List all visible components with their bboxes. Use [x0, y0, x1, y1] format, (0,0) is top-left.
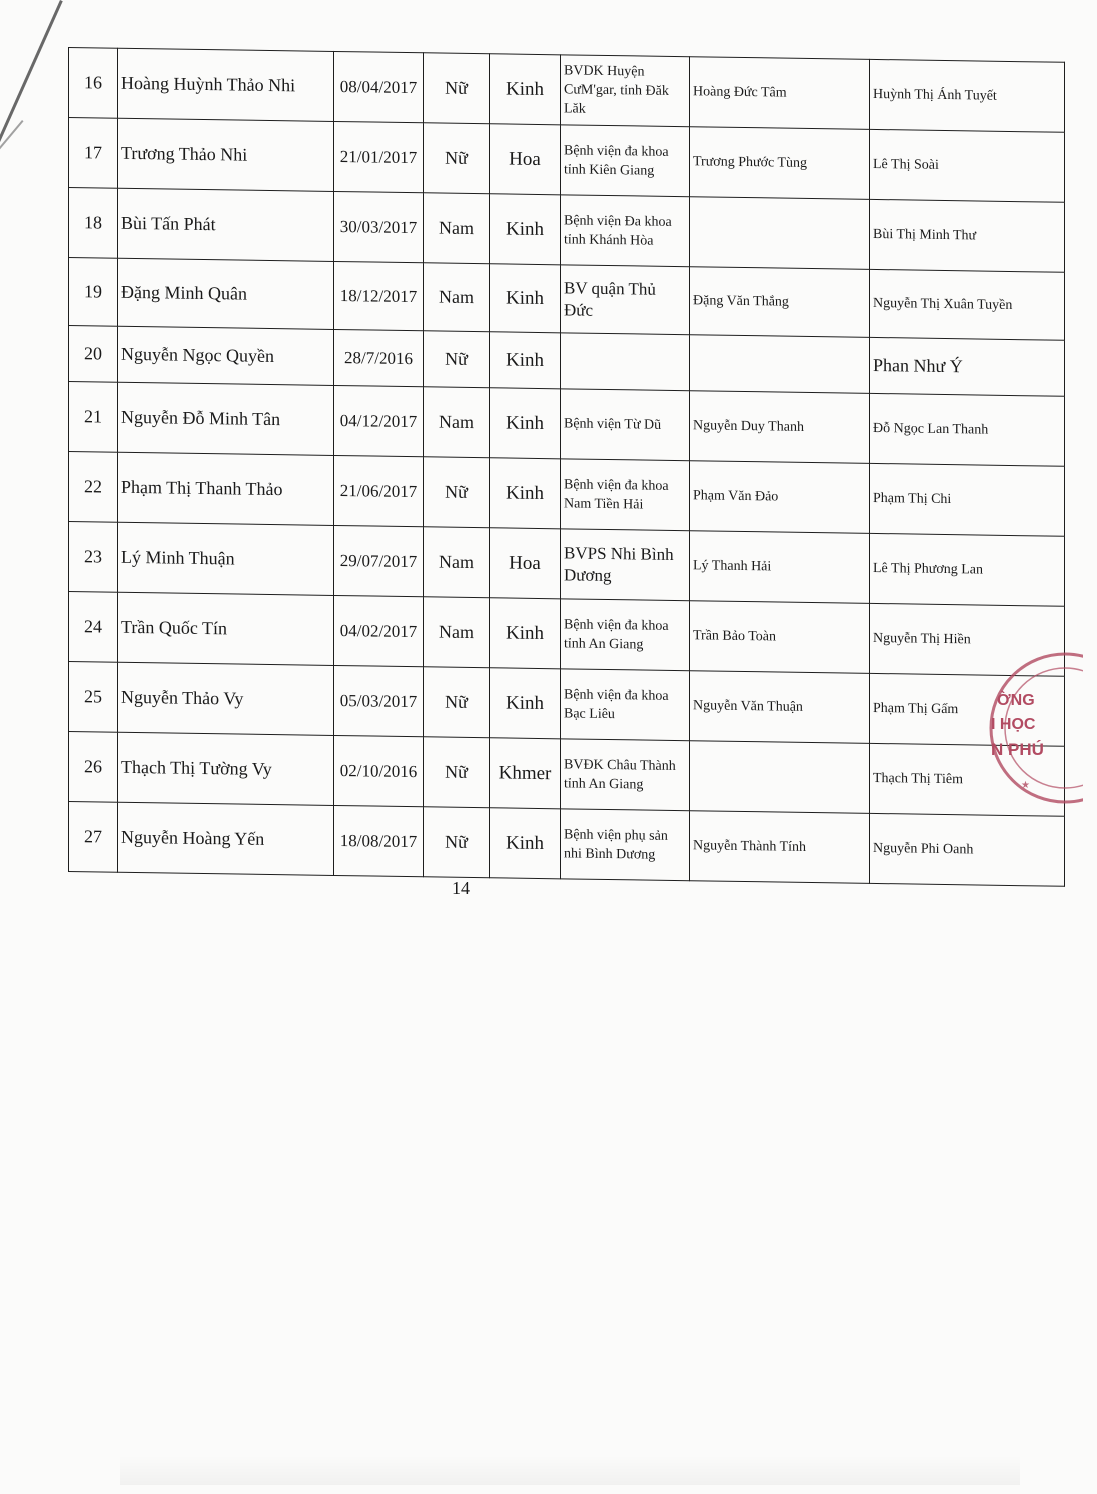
cell-mother-name: Phạm Thị Chi — [870, 463, 1065, 536]
cell-date-of-birth: 18/08/2017 — [334, 805, 424, 876]
cell-ethnicity: Khmer — [490, 738, 561, 809]
cell-mother-name: Nguyễn Thị Hiền — [870, 603, 1065, 676]
cell-full-name: Đặng Minh Quân — [118, 258, 334, 329]
cell-birthplace: Bệnh viện đa khoa tỉnh An Giang — [561, 599, 690, 671]
fold-crease-mark — [0, 0, 63, 184]
cell-father-name: Hoàng Đức Tâm — [690, 57, 870, 130]
stamp-text-line-3: N PHÚ — [991, 740, 1044, 759]
table-row — [69, 802, 1065, 887]
stamp-text-line-1: ỜNG — [997, 692, 1035, 709]
cell-date-of-birth: 04/12/2017 — [334, 385, 424, 456]
cell-stt: 18 — [69, 188, 118, 259]
cell-sex: Nam — [424, 193, 490, 264]
cell-sex: Nam — [424, 263, 490, 332]
cell-mother-name: Phan Như Ý — [870, 337, 1065, 396]
cell-date-of-birth: 28/7/2016 — [334, 329, 424, 386]
cell-stt: 21 — [69, 382, 118, 453]
cell-birthplace: Bệnh viện đa khoa Nam Tiền Hải — [561, 459, 690, 531]
cell-birthplace: BVPS Nhi Bình Dương — [561, 529, 690, 601]
cell-full-name: Nguyễn Thảo Vy — [118, 662, 334, 735]
cell-ethnicity: Hoa — [490, 528, 561, 599]
cell-date-of-birth: 04/02/2017 — [334, 595, 424, 666]
cell-ethnicity: Kinh — [490, 598, 561, 669]
cell-date-of-birth: 29/07/2017 — [334, 525, 424, 596]
cell-full-name: Trương Thảo Nhi — [118, 118, 334, 191]
cell-date-of-birth: 08/04/2017 — [334, 51, 424, 122]
cell-sex: Nam — [424, 387, 490, 458]
cell-birthplace: Bệnh viện đa khoa tỉnh Kiên Giang — [561, 125, 690, 197]
scan-shadow — [120, 1455, 1020, 1485]
cell-stt: 27 — [69, 802, 118, 873]
cell-father-name: Lý Thanh Hải — [690, 531, 870, 604]
cell-stt: 20 — [69, 326, 118, 383]
student-roster-table — [68, 47, 1065, 887]
official-stamp — [985, 648, 1083, 808]
cell-sex: Nam — [424, 527, 490, 598]
cell-date-of-birth: 30/03/2017 — [334, 191, 424, 262]
cell-stt: 26 — [69, 732, 118, 803]
cell-mother-name: Huỳnh Thị Ánh Tuyết — [870, 59, 1065, 132]
cell-sex: Nữ — [424, 331, 490, 388]
cell-birthplace: Bệnh viện Từ Dũ — [561, 389, 690, 461]
cell-sex: Nữ — [424, 123, 490, 194]
cell-father-name — [690, 197, 870, 270]
cell-sex: Nữ — [424, 53, 490, 124]
cell-date-of-birth: 05/03/2017 — [334, 665, 424, 736]
cell-ethnicity: Kinh — [490, 458, 561, 529]
cell-father-name: Nguyễn Thành Tính — [690, 811, 870, 884]
cell-stt: 17 — [69, 118, 118, 189]
cell-father-name — [690, 335, 870, 394]
cell-birthplace: BVĐK Châu Thành tỉnh An Giang — [561, 739, 690, 811]
cell-ethnicity: Kinh — [490, 194, 561, 265]
cell-birthplace: Bệnh viện phụ sản nhi Bình Dương — [561, 809, 690, 881]
page-number: 14 — [452, 878, 470, 898]
cell-father-name: Phạm Văn Đảo — [690, 461, 870, 534]
roster-body — [69, 48, 1065, 887]
cell-stt: 25 — [69, 662, 118, 733]
cell-full-name: Nguyễn Đỗ Minh Tân — [118, 382, 334, 455]
cell-date-of-birth: 02/10/2016 — [334, 735, 424, 806]
cell-father-name — [690, 741, 870, 814]
cell-ethnicity: Kinh — [490, 388, 561, 459]
cell-birthplace: Bệnh viện đa khoa Bạc Liêu — [561, 669, 690, 741]
cell-sex: Nữ — [424, 667, 490, 738]
cell-date-of-birth: 18/12/2017 — [334, 261, 424, 330]
cell-sex: Nữ — [424, 457, 490, 528]
cell-full-name: Phạm Thị Thanh Thảo — [118, 452, 334, 525]
cell-father-name: Trương Phước Tùng — [690, 127, 870, 200]
cell-ethnicity: Kinh — [490, 264, 561, 333]
cell-stt: 24 — [69, 592, 118, 663]
cell-stt: 23 — [69, 522, 118, 593]
cell-sex: Nữ — [424, 807, 490, 878]
cell-father-name: Nguyễn Duy Thanh — [690, 391, 870, 464]
stamp-text-line-2: I HỌC — [991, 716, 1036, 733]
cell-father-name: Trần Bảo Toàn — [690, 601, 870, 674]
cell-stt: 22 — [69, 452, 118, 523]
cell-father-name: Nguyễn Văn Thuận — [690, 671, 870, 744]
cell-mother-name: Lê Thị Phương Lan — [870, 533, 1065, 606]
cell-mother-name: Đỗ Ngọc Lan Thanh — [870, 393, 1065, 466]
cell-birthplace: Bệnh viện Đa khoa tỉnh Khánh Hòa — [561, 195, 690, 267]
cell-ethnicity: Kinh — [490, 332, 561, 389]
svg-text:★: ★ — [1021, 780, 1030, 791]
cell-mother-name: Lê Thị Soài — [870, 129, 1065, 202]
cell-full-name: Lý Minh Thuận — [118, 522, 334, 595]
cell-full-name: Trần Quốc Tín — [118, 592, 334, 665]
cell-mother-name: Thạch Thị Tiêm — [870, 743, 1065, 816]
cell-birthplace: BVDK Huyện CưM'gar, tỉnh Đăk Lăk — [561, 55, 690, 127]
cell-stt: 19 — [69, 258, 118, 327]
cell-stt: 16 — [69, 48, 118, 119]
cell-mother-name: Phạm Thị Gấm — [870, 673, 1065, 746]
cell-sex: Nữ — [424, 737, 490, 808]
cell-full-name: Nguyễn Hoàng Yến — [118, 802, 334, 875]
cell-ethnicity: Kinh — [490, 668, 561, 739]
cell-birthplace — [561, 333, 690, 391]
cell-mother-name: Nguyễn Phi Oanh — [870, 813, 1065, 886]
cell-full-name: Thạch Thị Tường Vy — [118, 732, 334, 805]
cell-date-of-birth: 21/01/2017 — [334, 121, 424, 192]
cell-ethnicity: Hoa — [490, 124, 561, 195]
cell-full-name: Nguyễn Ngọc Quyền — [118, 326, 334, 385]
cell-birthplace: BV quận Thủ Đức — [561, 265, 690, 335]
cell-ethnicity: Kinh — [490, 808, 561, 879]
cell-full-name: Bùi Tấn Phát — [118, 188, 334, 261]
cell-date-of-birth: 21/06/2017 — [334, 455, 424, 526]
cell-sex: Nam — [424, 597, 490, 668]
cell-mother-name: Nguyễn Thị Xuân Tuyền — [870, 269, 1065, 340]
cell-ethnicity: Kinh — [490, 54, 561, 125]
cell-father-name: Đặng Văn Thắng — [690, 267, 870, 338]
cell-mother-name: Bùi Thị Minh Thư — [870, 199, 1065, 272]
cell-full-name: Hoàng Huỳnh Thảo Nhi — [118, 48, 334, 121]
